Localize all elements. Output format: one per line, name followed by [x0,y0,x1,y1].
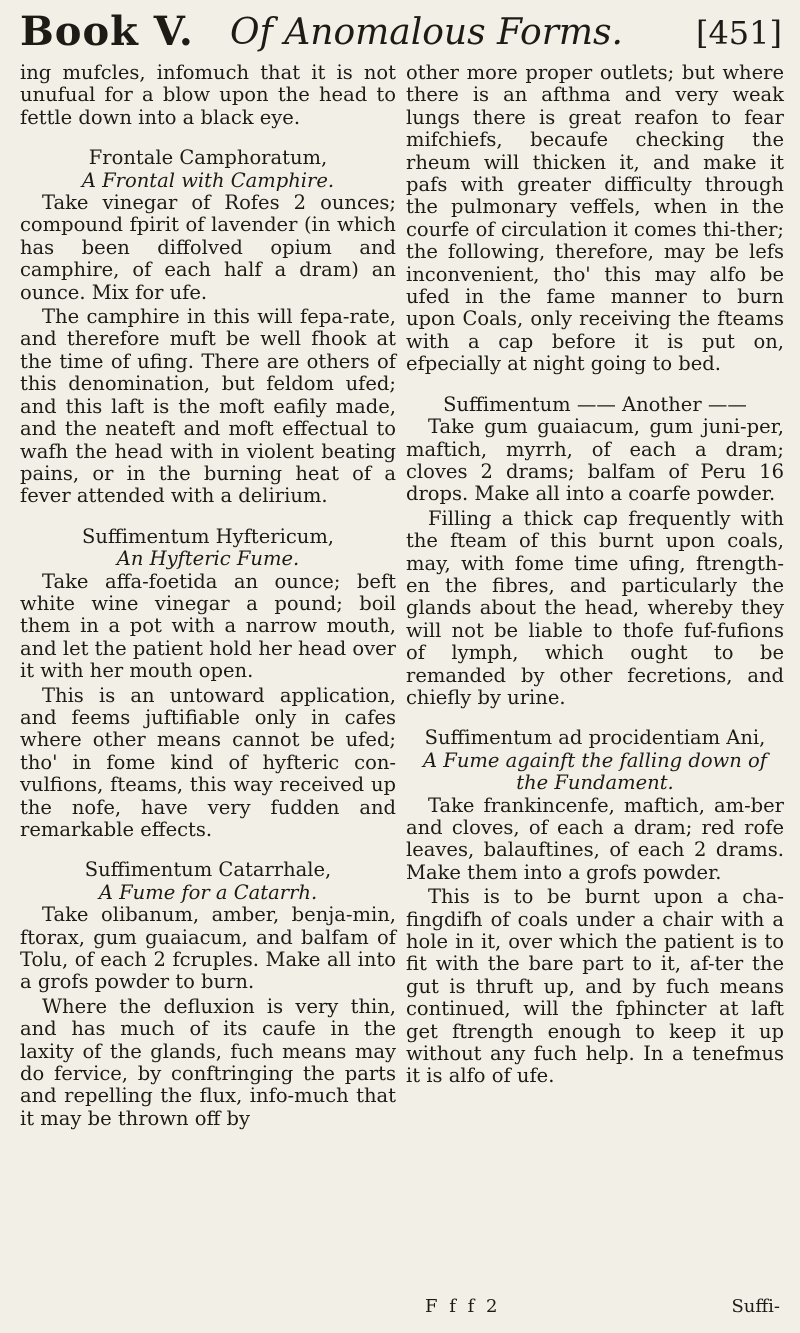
recipe-subtitle: A Fume for a Catarrh. [98,880,318,904]
recipe-subtitle: An Hyfteric Fume. [116,547,300,571]
paragraph: Take olibanum, amber, benja-min, ftorax, gum guaiacum, and balfam of Tolu, of each 2 fcruples. Make all into a grofs powder to burn. [20,903,396,994]
recipe-title: Suffimentum Catarrhale, [84,858,332,882]
recipe-title: Suffimentum Hyftericum, [81,524,335,548]
paragraph: This is to be burnt upon a cha-fingdifh of coals under a chair with a hole in it, over which the patient is to fit with the bare part to it, af-ter the gut is thruft up, and by fuch means continued, will the fphincter at laft get ftrength enough to keep it up without any fuch help. In a tenefmus it is alfo of ufe. [406,885,784,1088]
page-number: [451] [695,14,782,52]
paragraph: Take vinegar of Rofes 2 ounces; compound fpirit of lavender (in which has been diffolved opium and camphire, of each half a dram) an ounce. Mix for ufe. [20,191,396,304]
recipe-title: Suffimentum —— Another —— [443,392,747,416]
book-number: Book V. [20,8,194,55]
paragraph: ing mufcles, infomuch that it is not unufual for a blow upon the head to fettle down into a black eye. [20,61,396,129]
running-header [20,8,782,60]
paragraph: Take gum guaiacum, gum juni-per, maftich, myrrh, of each a dram; cloves 2 drams; balfam of Peru 16 drops. Make all into a coarfe powder. [406,415,784,506]
paragraph: other more proper outlets; but where there is an afthma and very weak lungs there is great reafon to fear mifchiefs, becaufe checking the rheum will thicken it, and make it pafs with greater difficulty through the pulmonary veffels, when in the courfe of circulation it comes thi-ther; the following, therefore, may be lefs inconvenient, tho' this may alfo be ufed in the fame manner to burn upon Coals, only receiving the fteams with a cap before it is put on, efpecially at night going to bed. [406,61,784,376]
signature-mark: F f f 2 [425,1296,501,1317]
paragraph: Take affa-foetida an ounce; beft white wine vinegar a pound; boil them in a pot with a narrow mouth, and let the patient hold her head over it with her mouth open. [20,569,396,683]
recipe-subtitle: A Frontal with Camphire. [81,168,335,192]
running-title: Of Anomalous Forms. [230,12,623,53]
paragraph: This is an untoward application, and feems juftifiable only in cafes where other means cannot be ufed; tho' in fome kind of hyfteric con-vulfions, fteams, this way received up the nofe, have very fudden and remarkable effects. [20,683,396,841]
paragraph: Filling a thick cap frequently with the fteam of this burnt upon coals, may, with fome time ufing, ftrength-en the fibres, and particularly the glands about the head, whereby they will not be liable to thofe fuf-fufions of lymph, which ought to be remanded by other fecretions, and chiefly by urine. [406,506,784,709]
paragraph: Where the defluxion is very thin, and has much of its caufe in the laxity of the glands, fuch means may do fervice, by conftringing the parts and repelling the flux, info-much that it may be thrown off by [20,994,396,1130]
recipe-title: Suffimentum ad procidentiam Ani, [424,726,766,750]
paragraph: Take frankincenfe, maftich, am-ber and cloves, of each a dram; red rofe leaves, balauftines, of each 2 drams. Make them into a grofs powder. [406,793,784,884]
recipe-subtitle: A Fume againft the falling down of the Fundament. [423,748,767,795]
left-column [20,62,396,1132]
right-column [406,62,784,1090]
paragraph: The camphire in this will fepa-rate, and therefore muft be well fhook at the time of ufing. There are others of this denomination, but feldom ufed; and this laft is the moft eafily made, and the neateft and moft effectual to wafh the head with in violent beating pains, or in the burning heat of a fever attended with a delirium. [20,305,396,508]
catchword: Suffi- [731,1296,780,1317]
recipe-title: Frontale Camphoratum, [88,146,328,170]
